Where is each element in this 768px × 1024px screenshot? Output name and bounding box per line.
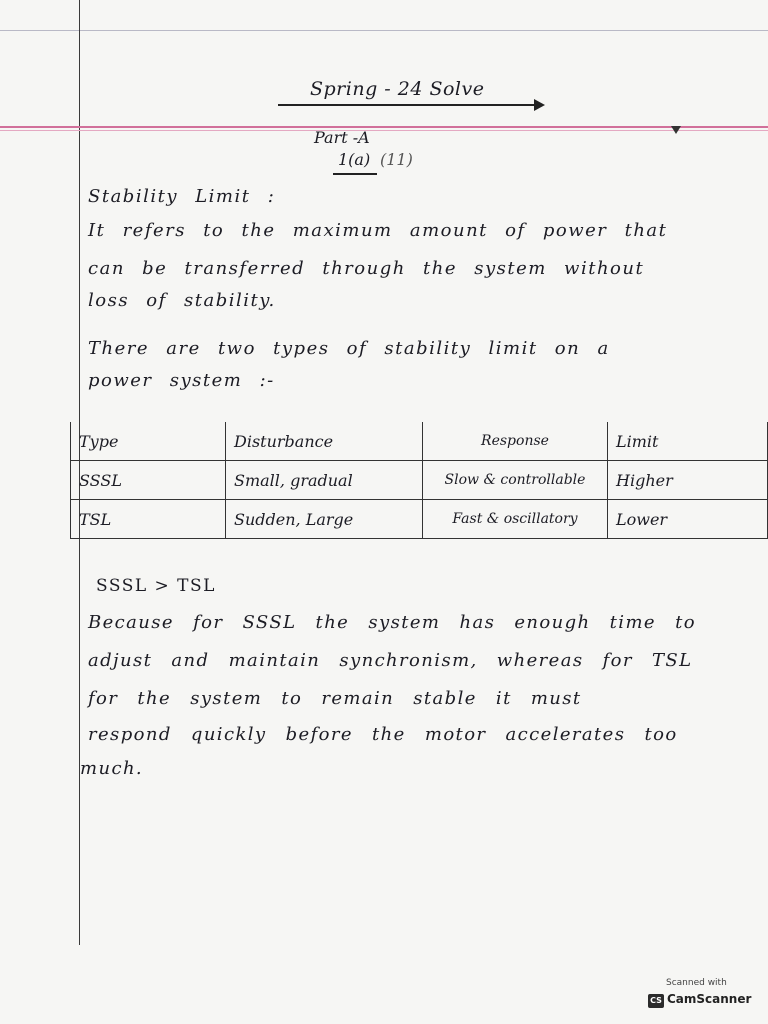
table-cell: Fast & oscillatory	[423, 500, 608, 539]
table-header-cell: Disturbance	[226, 422, 423, 461]
stability-table	[70, 422, 768, 539]
definition-line: loss of stability.	[88, 290, 276, 311]
explanation-line: Because for SSSL the system has enough time to	[88, 612, 696, 633]
table-cell: Small, gradual	[226, 461, 423, 500]
explanation-line: adjust and maintain synchronism, whereas for TSL	[88, 650, 693, 671]
question-number: 1(a)	[338, 150, 371, 169]
table-cell: Lower	[608, 500, 768, 539]
tick-mark	[671, 126, 681, 134]
watermark-caption: Scanned with	[666, 978, 727, 988]
camscanner-watermark	[642, 976, 754, 1014]
comparison-statement: SSSL > TSL	[96, 576, 216, 596]
title-arrow-line	[278, 104, 536, 106]
table-cell: TSL	[71, 500, 226, 539]
explanation-line: much.	[80, 758, 144, 779]
part-label: Part -A	[314, 128, 370, 147]
page-title: Spring - 24 Solve	[310, 78, 485, 100]
camscanner-logo-icon: CS	[648, 994, 664, 1008]
arrow-right-icon	[534, 99, 545, 111]
definition-line: can be transferred through the system without	[88, 258, 645, 279]
definition-heading: Stability Limit :	[88, 186, 276, 207]
table-row	[71, 461, 768, 500]
types-intro-line: There are two types of stability limit on a	[88, 338, 610, 359]
table-header-cell: Response	[423, 422, 608, 461]
table-row	[71, 500, 768, 539]
types-intro-line: power system :-	[88, 370, 275, 391]
table-cell: Slow & controllable	[423, 461, 608, 500]
table-cell: SSSL	[71, 461, 226, 500]
definition-line: It refers to the maximum amount of power that	[88, 220, 668, 241]
question-underline	[333, 173, 377, 175]
header-rule-secondary	[0, 130, 768, 131]
explanation-line: respond quickly before the motor accelerates too	[88, 724, 678, 745]
top-rule	[0, 30, 768, 31]
table-header-cell: Type	[71, 422, 226, 461]
table-header-cell: Limit	[608, 422, 768, 461]
table-cell: Sudden, Large	[226, 500, 423, 539]
table-cell: Higher	[608, 461, 768, 500]
table-header-row	[71, 422, 768, 461]
scribble-mark: (11)	[380, 150, 413, 169]
watermark-brand: CamScanner	[667, 992, 752, 1006]
explanation-line: for the system to remain stable it must	[88, 688, 582, 709]
header-rule	[0, 126, 768, 128]
